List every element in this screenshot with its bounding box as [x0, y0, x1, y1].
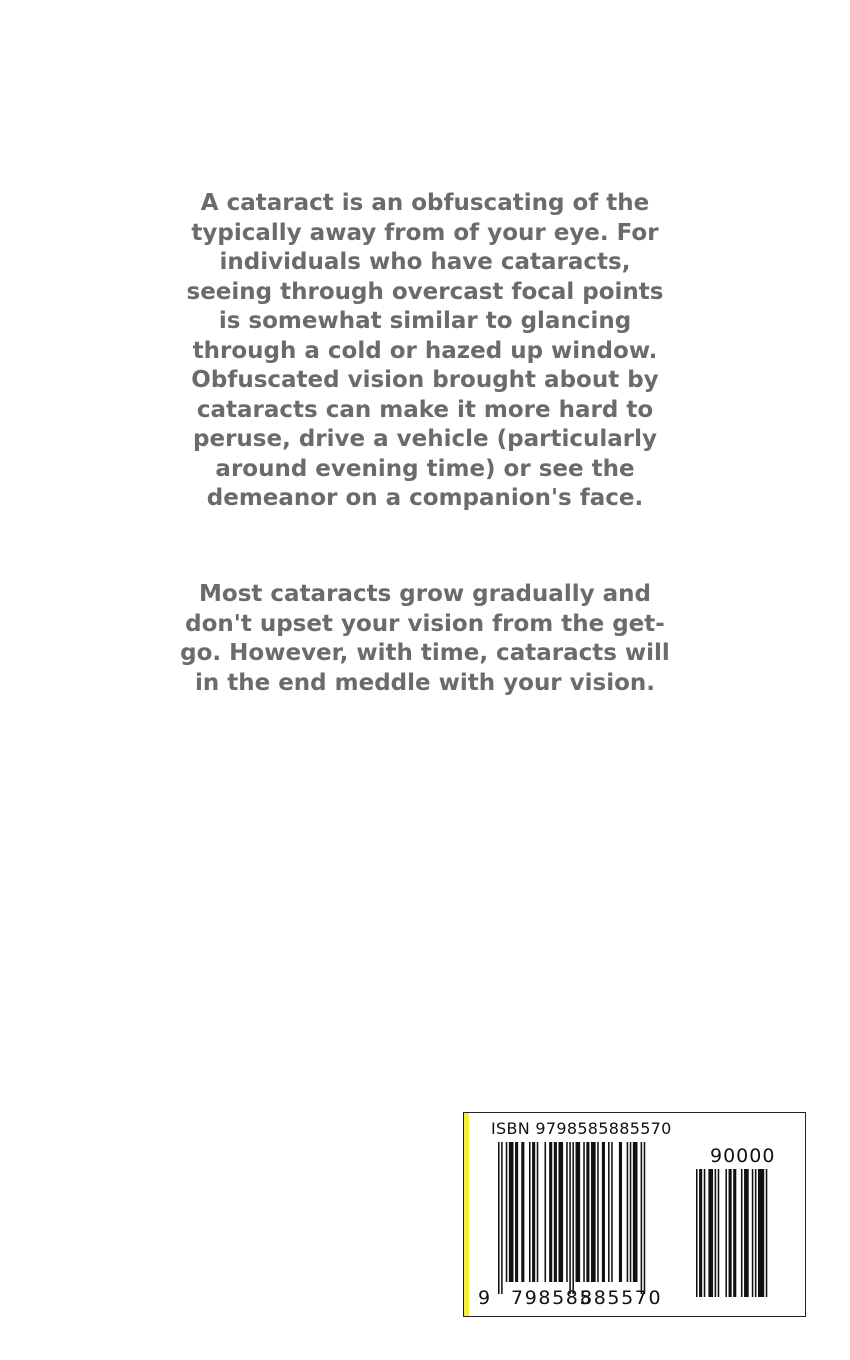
barcode-bar — [696, 1169, 698, 1297]
barcode-bar — [521, 1142, 524, 1282]
barcode-bar — [752, 1169, 754, 1297]
barcode-bar — [708, 1169, 713, 1297]
barcode-bar — [537, 1142, 539, 1282]
barcode-bar — [619, 1142, 622, 1282]
barcode-addon-number: 90000 — [710, 1145, 776, 1167]
barcode-bar — [755, 1169, 757, 1297]
blurb-paragraph-2: Most cataracts grow gradually and don't upset your vision from the get-go. However, with time, cataracts will in the end meddle with your vision. — [180, 581, 670, 696]
barcode-bar — [529, 1142, 531, 1282]
barcode-bar — [744, 1169, 749, 1297]
barcode-digits-left: 798585 — [511, 1287, 594, 1309]
barcode-bar — [532, 1142, 535, 1282]
barcode-bar — [704, 1169, 706, 1297]
barcode-bar — [549, 1142, 552, 1282]
barcode-bar — [733, 1169, 736, 1297]
barcode-main-bars — [498, 1142, 645, 1294]
isbn-label: ISBN 9798585885570 — [491, 1119, 672, 1138]
barcode-bar — [597, 1142, 599, 1282]
barcode-bar — [498, 1142, 500, 1294]
barcode-bar — [758, 1169, 764, 1297]
barcode-bar — [509, 1142, 514, 1282]
barcode-bar — [586, 1142, 589, 1282]
barcode-bar — [641, 1142, 643, 1294]
barcode-bar — [558, 1142, 563, 1282]
barcode-bar — [583, 1142, 585, 1282]
barcode-bar — [729, 1169, 732, 1297]
barcode-bar — [741, 1169, 743, 1297]
isbn-barcode-box — [463, 1112, 806, 1317]
barcode-bar — [699, 1169, 702, 1297]
barcode-bar — [602, 1142, 605, 1282]
barcode-bar — [644, 1142, 646, 1294]
barcode-digits-right: 885570 — [580, 1287, 663, 1309]
barcode-bars — [464, 1113, 804, 1313]
barcode-bar — [515, 1142, 518, 1282]
barcode-bar — [715, 1169, 717, 1297]
barcode-bar — [591, 1142, 596, 1282]
barcode-bar — [554, 1142, 557, 1282]
barcode-bar — [718, 1169, 720, 1297]
barcode-bar — [576, 1142, 581, 1282]
barcode-bar — [572, 1142, 574, 1294]
barcode-bar — [630, 1142, 632, 1282]
barcode-digit-first: 9 — [478, 1287, 492, 1309]
barcode-bar — [611, 1142, 613, 1282]
barcode-bar — [608, 1142, 610, 1282]
barcode-bar — [566, 1142, 568, 1282]
barcode-addon-bars — [696, 1169, 767, 1297]
barcode-bar — [627, 1142, 629, 1282]
barcode-bar — [569, 1142, 571, 1294]
barcode-bar — [501, 1142, 503, 1294]
barcode-bar — [633, 1142, 638, 1282]
barcode-bar — [766, 1169, 768, 1297]
barcode-bar — [725, 1169, 727, 1297]
barcode-bar — [545, 1142, 547, 1282]
barcode-bar — [506, 1142, 508, 1282]
blurb-paragraph-1: A cataract is an obfuscating of the typically away from of your eye. For individuals who have cataracts, seeing through overcast focal points is somewhat similar to glancing through a cold or hazed up window. Obfuscated vision brought about by cataracts can make it more hard to peruse, drive a vehicle (particularly around evening time) or see the demeanor on a companion's face. — [186, 190, 664, 511]
